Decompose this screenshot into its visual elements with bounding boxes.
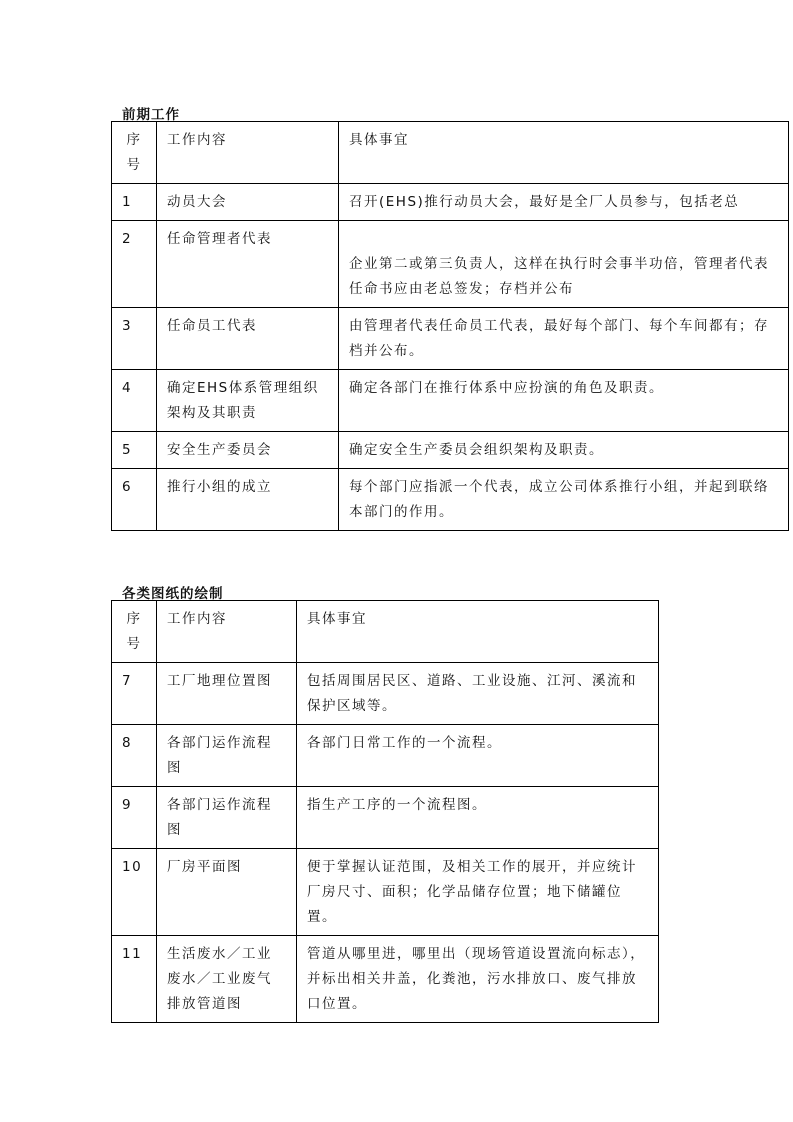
- row-content: 各部门运作流程图: [157, 787, 297, 849]
- header-details: 具体事宜: [339, 122, 789, 184]
- row-content: 任命管理者代表: [157, 221, 339, 308]
- row-number: 3: [112, 308, 157, 370]
- section-title-drawings: 各类图纸的绘制: [122, 586, 224, 602]
- drawings-table: [111, 600, 659, 1023]
- table-row: [112, 849, 659, 936]
- row-details-cell: [339, 221, 789, 308]
- row-content: 推行小组的成立: [157, 469, 339, 531]
- header-content: 工作内容: [157, 601, 297, 663]
- preliminary-work-table: [111, 121, 789, 531]
- table-row: [112, 936, 659, 1023]
- row-content: 动员大会: [157, 184, 339, 221]
- header-details: 具体事宜: [297, 601, 659, 663]
- header-content: 工作内容: [157, 122, 339, 184]
- table-row: [112, 370, 789, 432]
- row-number: 9: [112, 787, 157, 849]
- table-row: [112, 308, 789, 370]
- row-details: 企业第二或第三负责人，这样在执行时会事半功倍，管理者代表任命书应由老总签发；存档并公布: [349, 256, 769, 297]
- table-row: [112, 221, 789, 308]
- table-row: [112, 787, 659, 849]
- header-seq: 序号: [112, 122, 157, 184]
- section-title-preliminary-work: 前期工作: [122, 107, 180, 123]
- header-seq: 序号: [112, 601, 157, 663]
- table-row: [112, 663, 659, 725]
- row-details: 由管理者代表任命员工代表，最好每个部门、每个车间都有；存档并公布。: [339, 308, 789, 370]
- row-details: 每个部门应指派一个代表，成立公司体系推行小组，并起到联络本部门的作用。: [339, 469, 789, 531]
- row-number: 1: [112, 184, 157, 221]
- table-row: [112, 725, 659, 787]
- row-details: 各部门日常工作的一个流程。: [297, 725, 659, 787]
- row-details: 召开(EHS)推行动员大会，最好是全厂人员参与，包括老总: [339, 184, 789, 221]
- row-content: 工厂地理位置图: [157, 663, 297, 725]
- row-details: 确定各部门在推行体系中应扮演的角色及职责。: [339, 370, 789, 432]
- row-details: 便于掌握认证范围，及相关工作的展开，并应统计厂房尺寸、面积；化学品储存位置；地下储罐位置。: [297, 849, 659, 936]
- row-details: 包括周围居民区、道路、工业设施、江河、溪流和保护区域等。: [297, 663, 659, 725]
- row-details: 管道从哪里进，哪里出（现场管道设置流向标志），并标出相关井盖，化粪池，污水排放口、废气排放口位置。: [297, 936, 659, 1023]
- row-content: 生活废水／工业废水／工业废气排放管道图: [157, 936, 297, 1023]
- row-number: 6: [112, 469, 157, 531]
- row-number: 2: [112, 221, 157, 308]
- row-number: 5: [112, 432, 157, 469]
- row-details: 确定安全生产委员会组织架构及职责。: [339, 432, 789, 469]
- row-details: 指生产工序的一个流程图。: [297, 787, 659, 849]
- table-row: [112, 432, 789, 469]
- row-content: 任命员工代表: [157, 308, 339, 370]
- table-row: [112, 469, 789, 531]
- row-number: 7: [112, 663, 157, 725]
- table-header-row: [112, 122, 789, 184]
- row-number: 4: [112, 370, 157, 432]
- row-number: 8: [112, 725, 157, 787]
- row-content: 各部门运作流程图: [157, 725, 297, 787]
- row-number: 10: [112, 849, 157, 936]
- row-content: 厂房平面图: [157, 849, 297, 936]
- row-number: 11: [112, 936, 157, 1023]
- table-row: [112, 184, 789, 221]
- table-header-row: [112, 601, 659, 663]
- row-content: 确定EHS体系管理组织架构及其职责: [157, 370, 339, 432]
- row-content: 安全生产委员会: [157, 432, 339, 469]
